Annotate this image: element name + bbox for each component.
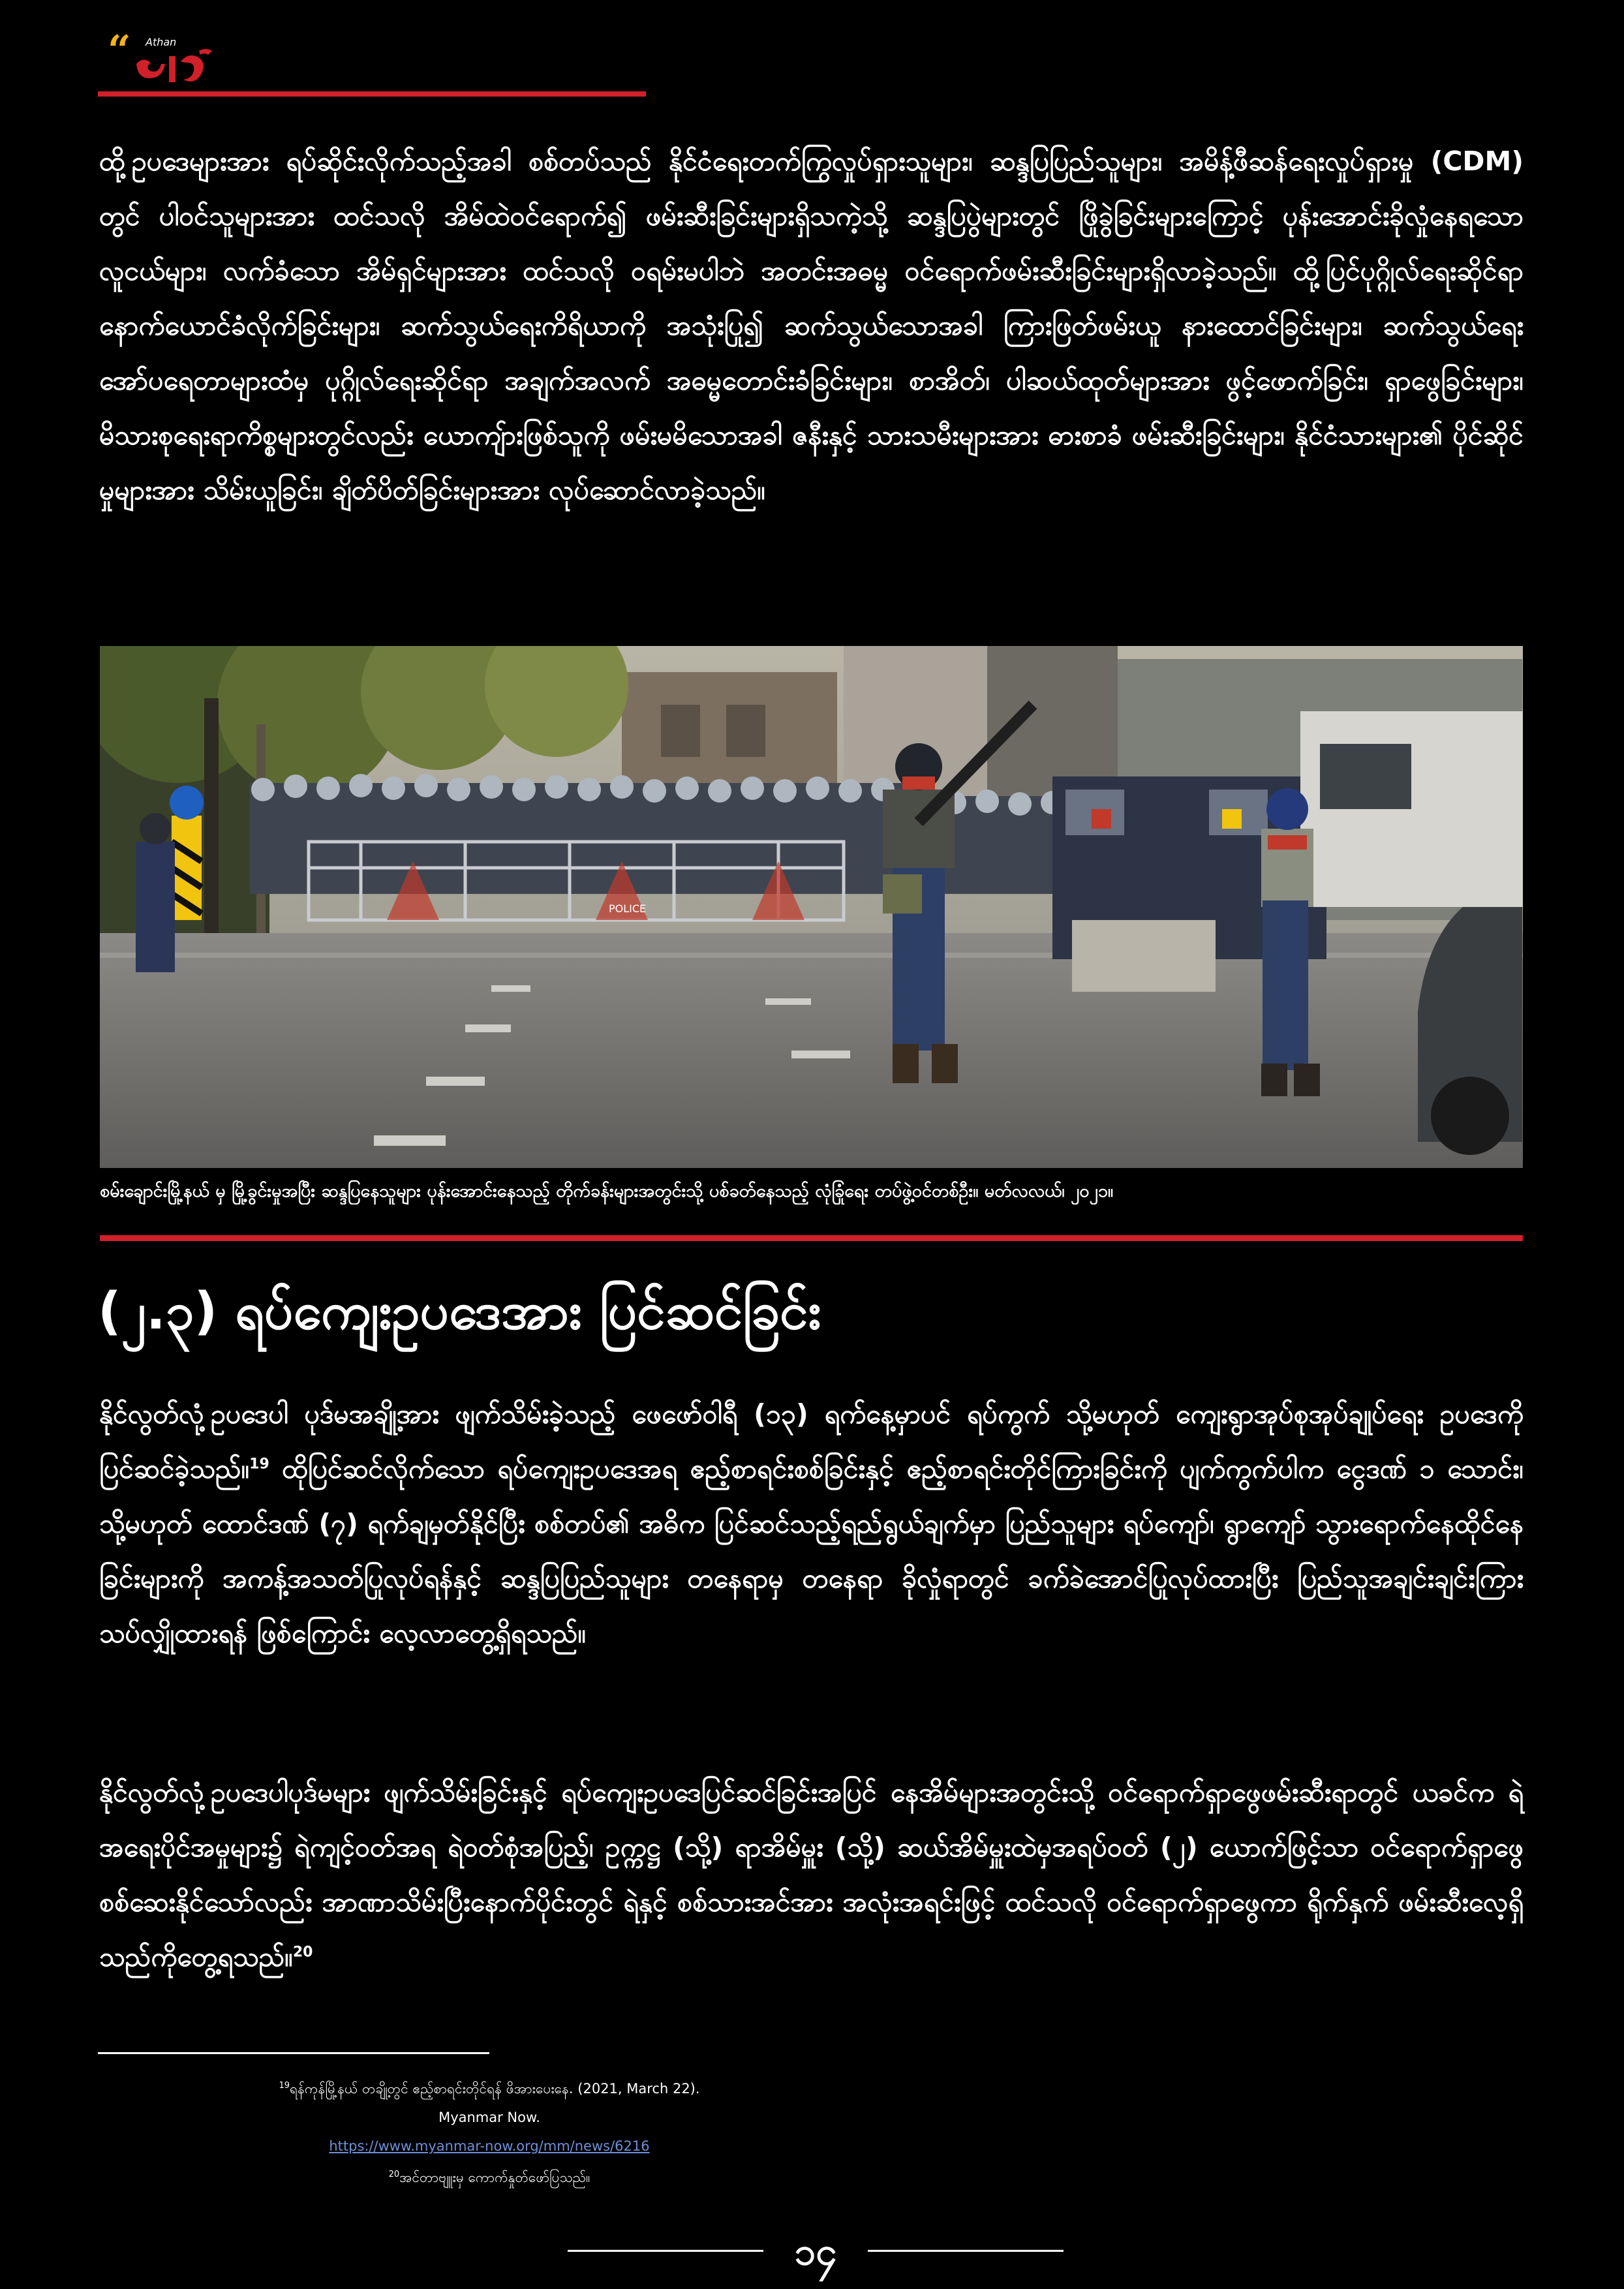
- footnote-19-marker: 19: [279, 2081, 290, 2091]
- page-number-rule-right: [868, 2250, 1064, 2252]
- footnote-ref-20[interactable]: 20: [292, 1944, 313, 1961]
- street-scene-illustration: [100, 646, 1523, 1168]
- page-number-rule-left: [568, 2250, 763, 2252]
- photo-caption: စမ်းချောင်းမြို့နယ် မှ မြို့ခွင်းမှုအပြီး ဆန္ဒပြနေသူများ ပုန်းအောင်းနေသည့် တိုက်ခန်းများအတွင်းသို့ ပစ်ခတ်နေသည့် လုံခြုံရေး တပ်ဖွဲ့ဝင်တစ်ဦး။ မတ်လလယ်၊ ၂၀၂၁။: [100, 1181, 1114, 1201]
- header-rule: [98, 91, 646, 97]
- paragraph-2-text: နိုင်လွတ်လုံ့ဥပဒေပါ ပုဒ်မအချို့အား ဖျက်သိမ်းခဲ့သည့် ဖေဖော်ဝါရီ (၁၃) ရက်နေ့မှာပင် ရပ်ကွက် သို့မဟုတ် ကျေးရွာအုပ်စုအုပ်ချုပ်ရေး ဥပဒေကို ပြင်ဆင်ခဲ့သည်။: [99, 1398, 1524, 1484]
- section-heading: (၂.၃) ရပ်ကျေးဥပဒေအား ပြင်ဆင်ခြင်း: [98, 1282, 821, 1341]
- footnote-20: [196, 2160, 783, 2192]
- body-paragraph-2: [99, 1387, 1524, 1661]
- body-paragraph-1: ထို့ဥပဒေများအား ရပ်ဆိုင်းလိုက်သည့်အခါ စစ်တပ်သည် နိုင်ငံရေးတက်ကြွလှုပ်ရှားသူများ၊ ဆန္ဒပြပြည်သူများ၊ အမိန့်ဖီဆန်ရေးလှုပ်ရှားမှု (CDM) တွင် ပါဝင်သူများအား ထင်သလို အိမ်ထဲဝင်ရောက်၍ ဖမ်းဆီးခြင်းများရှိသကဲ့သို့ ဆန္ဒပြပွဲများတွင် ဖြိုခွဲခြင်းများကြောင့် ပုန်းအောင်းခိုလှုံနေရသော လူငယ်များ၊ လက်ခံသော အိမ်ရှင်များအား ထင်သလို ဝရမ်းမပါဘဲ အတင်းအဓမ္မ ဝင်ရောက်ဖမ်းဆီးခြင်းများရှိလာခဲ့သည်။ ထို့ပြင်ပုဂ္ဂိုလ်ရေးဆိုင်ရာ နောက်ယောင်ခံလိုက်ခြင်းများ၊ ဆက်သွယ်ရေးကိရိယာကို အသုံးပြု၍ ဆက်သွယ်သောအခါ ကြားဖြတ်ဖမ်းယူ နားထောင်ခြင်းများ၊ ဆက်သွယ်ရေး အော်ပရေတာများထံမှ ပုဂ္ဂိုလ်ရေးဆိုင်ရာ အချက်အလက် အဓမ္မတောင်းခံခြင်းများ၊ စာအိတ်၊ ပါဆယ်ထုတ်များအား ဖွင့်ဖောက်ခြင်း၊ ရှာဖွေခြင်းများ၊ မိသားစုရေးရာကိစ္စများတွင်လည်း ယောကျ်ားဖြစ်သူကို ဖမ်းမမိသောအခါ ဇနီးနှင့် သားသမီးများအား ဓားစာခံ ဖမ်းဆီးခြင်းများ၊ နိုင်ငံသားများ၏ ပိုင်ဆိုင်မှုများအား သိမ်းယူခြင်း၊ ချိတ်ပိတ်ခြင်းများအား လုပ်ဆောင်လာခဲ့သည်။: [99, 146, 1524, 506]
- footnote-19-link[interactable]: https://www.myanmar-now.org/mm/news/6216: [329, 2138, 650, 2154]
- news-photo: [100, 646, 1523, 1168]
- footnote-20-marker: 20: [388, 2170, 400, 2179]
- footnote-ref-19[interactable]: 19: [249, 1456, 269, 1473]
- logo-word: Athan: [146, 36, 177, 48]
- athan-logo: [108, 25, 219, 90]
- police-sign-text: POLICE: [609, 902, 647, 915]
- footnote-20-text: အင်တာဗျူးမှ ကောက်နှုတ်ဖော်ပြသည်။: [399, 2170, 590, 2185]
- section-rule: [100, 1235, 1523, 1241]
- footnote-19: [196, 2072, 783, 2103]
- footnotes: [196, 2072, 783, 2192]
- svg-text:“: “: [108, 26, 131, 74]
- page-footer: [555, 2225, 1077, 2277]
- footnote-19-source: Myanmar Now.: [438, 2110, 540, 2125]
- footnote-rule: [98, 2052, 489, 2054]
- footnote-19-text: ရန်ကုန်မြို့နယ် တချို့တွင် ဧည့်စာရင်းတိုင်ရန် ဖိအားပေးနေ. (2021, March 22).: [290, 2081, 700, 2097]
- body-paragraph-3: [99, 1765, 1524, 1984]
- paragraph-3-text: နိုင်လွတ်လုံ့ဥပဒေပါပုဒ်မများ ဖျက်သိမ်းခြင်းနှင့် ရပ်ကျေးဥပဒေပြင်ဆင်ခြင်းအပြင် နေအိမ်များအတွင်းသို့ ဝင်ရောက်ရှာဖွေဖမ်းဆီးရာတွင် ယခင်က ရဲအရေးပိုင်အမှုများ၌ ရဲကျင့်ဝတ်အရ ရဲဝတ်စုံအပြည့်၊ ဥက္ကဋ္ဌ (သို့) ရာအိမ်မှူး (သို့) ဆယ်အိမ်မှူးထဲမှအရပ်ဝတ် (၂) ယောက်ဖြင့်သာ ဝင်ရောက်ရှာဖွေစစ်ဆေးနိုင်သော်လည်း အာဏာသိမ်းပြီးနောက်ပိုင်းတွင် ရဲနှင့် စစ်သားအင်အား အလုံးအရင်းဖြင့် ထင်သလို ဝင်ရောက်ရှာဖွေကာ ရိုက်နှက် ဖမ်းဆီးလေ့ရှိသည်ကိုတွေ့ရသည်။: [99, 1777, 1524, 1973]
- paragraph-2-text-after: ထိုပြင်ဆင်လိုက်သော ရပ်ကျေးဥပဒေအရ ဧည့်စာရင်းစစ်ခြင်းနှင့် ဧည့်စာရင်းတိုင်ကြားခြင်းကို ပျက်ကွက်ပါက ငွေဒဏ် ၁ သောင်း၊ သို့မဟုတ် ထောင်ဒဏ် (၇) ရက်ချမှတ်နိုင်ပြီး စစ်တပ်၏ အဓိက ပြင်ဆင်သည့်ရည်ရွယ်ချက်မှာ ပြည်သူများ ရပ်ကျော်၊ ရွာကျော် သွားရောက်နေထိုင်နေခြင်းများကို အကန့်အသတ်ပြုလုပ်ရန်နှင့် ဆန္ဒပြပြည်သူများ တနေရာမှ တနေရာ ခိုလှုံရာတွင် ခက်ခဲအောင်ပြုလုပ်ထားပြီး ပြည်သူအချင်းချင်းကြား သပ်လျှိုထားရန် ဖြစ်ကြောင်း လေ့လာတွေ့ရှိရသည်။: [99, 1453, 1524, 1649]
- page-number: ၁၄: [794, 2229, 837, 2273]
